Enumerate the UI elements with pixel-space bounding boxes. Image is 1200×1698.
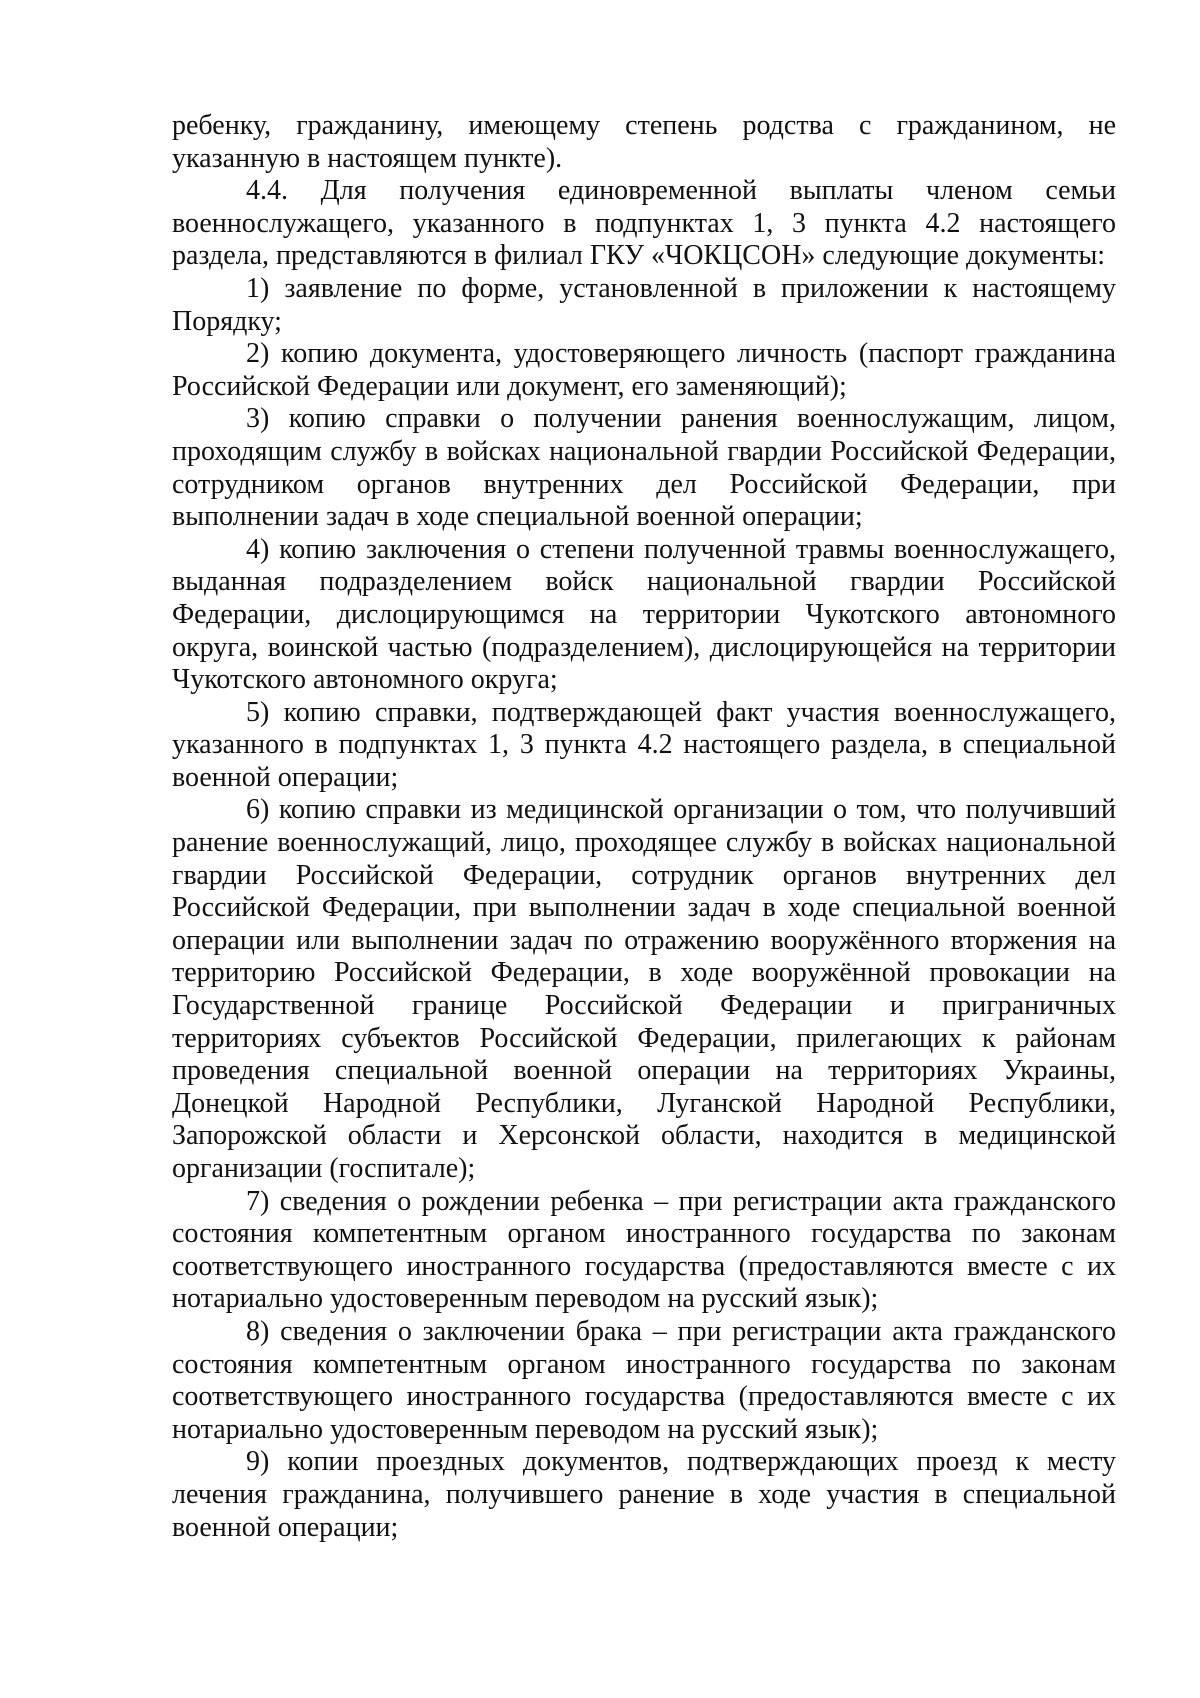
list-item-1: 1) заявление по форме, установленной в приложении к настоящему Порядку; <box>172 272 1116 337</box>
list-item-4: 4) копию заключения о степени полученной травмы военнослужащего, выданная подразделением войск национальной гвардии Российской Федерации, дислоцирующимся на территории Чукотского автономного округа, воинской частью (подразделением), дислоцирующейся на территории Чукотского автономного округа; <box>172 533 1116 696</box>
paragraph-continuation: ребенку, гражданину, имеющему степень родства с гражданином, не указанную в настоящем пункте). <box>172 110 1116 174</box>
list-item-3: 3) копию справки о получении ранения военнослужащим, лицом, проходящим службу в войсках национальной гвардии Российской Федерации, сотрудником органов внутренних дел Российской Федерации, при выполнении задач в ходе специальной военной операции; <box>172 403 1116 533</box>
document-page <box>172 110 1116 1544</box>
paragraph-4-4: 4.4. Для получения единовременной выплаты членом семьи военнослужащего, указанного в подпунктах 1, 3 пункта 4.2 настоящего раздела, представляются в филиал ГКУ «ЧОКЦСОН» следующие документы: <box>172 175 1116 272</box>
list-item-2: 2) копию документа, удостоверяющего личность (паспорт гражданина Российской Федерации или документ, его заменяющий); <box>172 338 1116 402</box>
list-item-7: 7) сведения о рождении ребенка – при регистрации акта гражданского состояния компетентным органом иностранного государства по законам соответствующего иностранного государства (предоставляются вместе с их нотариально удостоверенным переводом на русский язык); <box>172 1185 1116 1315</box>
list-item-9: 9) копии проездных документов, подтверждающих проезд к месту лечения гражданина, получившего ранение в ходе участия в специальной военной операции; <box>172 1446 1116 1543</box>
list-item-8: 8) сведения о заключении брака – при регистрации акта гражданского состояния компетентным органом иностранного государства по законам соответствующего иностранного государства (предоставляются вместе с их нотариально удостоверенным переводом на русский язык); <box>172 1315 1116 1445</box>
list-item-5: 5) копию справки, подтверждающей факт участия военнослужащего, указанного в подпунктах 1, 3 пункта 4.2 настоящего раздела, в специальной военной операции; <box>172 696 1116 793</box>
list-item-6: 6) копию справки из медицинской организации о том, что получивший ранение военнослужащий, лицо, проходящее службу в войсках национальной гвардии Российской Федерации, сотрудник органов внутренних дел Российской Федерации, при выполнении задач в ходе специальной военной операции или выполнении задач по отражению вооружённого вторжения на территорию Российской Федерации, в ходе вооружённой провокации на Государственной границе Российской Федерации и приграничных территориях субъектов Российской Федерации, прилегающих к районам проведения специальной военной операции на территориях Украины, Донецкой Народной Республики, Луганской Народной Республики, Запорожской области и Херсонской области, находится в медицинской организации (госпитале); <box>172 794 1116 1184</box>
